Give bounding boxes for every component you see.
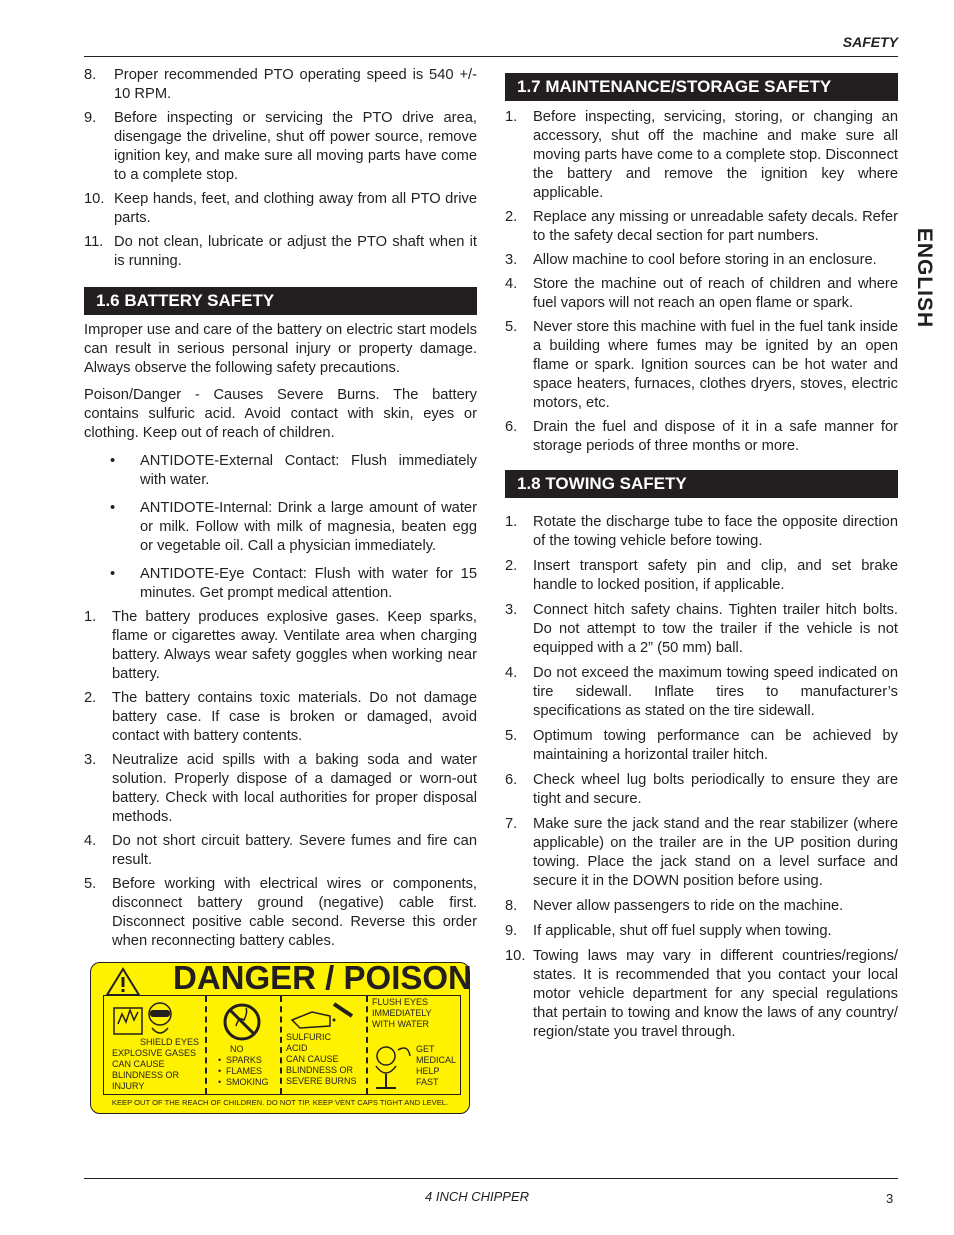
list-item: 9. Before inspecting or servicing the PTO drive area, disengage the driveline, shut off power source, remove ignition key, and make sure all moving parts have come to a complete stop. <box>84 110 477 183</box>
list-item: • ANTIDOTE-Internal: Drink a large amount of water or milk. Follow with milk of magnesia, beaten egg or vegetable oil. Call a physician immediately. <box>110 500 477 554</box>
panel3-line: CAN CAUSE <box>286 1054 339 1064</box>
list-item: 4. Store the machine out of reach of children and where fuel vapors will not reach an open flame or spark. <box>505 276 898 311</box>
panel4-line: FLUSH EYES <box>372 997 429 1007</box>
list-item: 1. The battery produces explosive gases. Keep sparks, flame or cigarettes away. Ventilate area when charging battery. Always wear safety goggles when working near battery. <box>84 609 477 682</box>
panel1-line: BLINDNESS OR <box>112 1070 180 1080</box>
list-item: 8. Never allow passengers to ride on the machine. <box>505 898 844 914</box>
list-item: • ANTIDOTE-External Contact: Flush immediately with water. <box>110 453 477 488</box>
section-heading-towing: 1.8 TOWING SAFETY <box>505 470 898 498</box>
panel1-line: EXPLOSIVE GASES <box>112 1048 197 1058</box>
panel3-line: ACID <box>286 1043 308 1053</box>
panel1-line: INJURY <box>112 1081 145 1091</box>
list-item: • ANTIDOTE-Eye Contact: Flush with water for 15 minutes. Get prompt medical attention. <box>110 566 477 601</box>
language-side-tab: ENGLISH <box>913 227 936 329</box>
pto-list <box>84 66 477 271</box>
eye-wash-icon <box>368 1040 414 1092</box>
explosion-goggles-icon <box>112 1000 176 1040</box>
list-item: 6. Check wheel lug bolts periodically to ensure they are tight and secure. <box>505 772 898 807</box>
panel4-line: WITH WATER <box>372 1019 429 1029</box>
left-column <box>84 66 477 956</box>
panel1-line: CAN CAUSE <box>112 1059 165 1069</box>
header-rule <box>84 56 898 57</box>
panel3-line: SEVERE BURNS <box>286 1076 357 1086</box>
list-item: 3. Connect hitch safety chains. Tighten trailer hitch bolts. Do not attempt to tow the trailer if the vehicle is not equipped with a 2” (50 mm) ball. <box>505 602 898 656</box>
list-item: 5. Never store this machine with fuel in the fuel tank inside a building where fumes may be ignited by an open flame or spark. Ignition sources can be hot water and space heaters, furnaces, clothes dryers, stoves, electric motors, etc. <box>505 319 898 411</box>
list-item: 2. Replace any missing or unreadable safety decals. Refer to the safety decal section for part numbers. <box>505 209 898 244</box>
battery-poison-warning: Poison/Danger - Causes Severe Burns. The battery contains sulfuric acid. Avoid contact with skin, eyes or clothing. Keep out of reach of children. <box>84 387 477 441</box>
panel4-line: GET <box>416 1044 435 1054</box>
list-item: 9. If applicable, shut off fuel supply when towing. <box>505 923 832 939</box>
list-item: 5. Optimum towing performance can be achieved by maintaining a horizontal trailer hitch. <box>505 728 898 763</box>
battery-list <box>84 608 477 951</box>
page-number: 3 <box>886 1191 894 1206</box>
label-title: DANGER / POISON <box>173 959 472 996</box>
acid-hand-icon <box>290 1000 356 1030</box>
panel4-line: FAST <box>416 1077 439 1087</box>
towing-list <box>505 513 898 1042</box>
panel4-line: HELP <box>416 1066 440 1076</box>
list-item: 1. Rotate the discharge tube to face the opposite direction of the towing vehicle before towing. <box>505 514 898 549</box>
warning-triangle-icon <box>105 967 141 997</box>
danger-poison-label <box>90 959 472 1114</box>
right-column <box>505 66 898 1048</box>
panel3-line: BLINDNESS OR <box>286 1065 354 1075</box>
section-heading-maintenance: 1.7 MAINTENANCE/STORAGE SAFETY <box>505 73 898 101</box>
section-heading-battery: 1.6 BATTERY SAFETY <box>84 287 477 315</box>
list-item: 10. Keep hands, feet, and clothing away from all PTO drive parts. <box>84 191 477 226</box>
list-item: 2. Insert transport safety pin and clip, and set brake handle to locked position, if applicable. <box>505 558 898 593</box>
maintenance-list <box>505 108 898 456</box>
label-footer-text: KEEP OUT OF THE REACH OF CHILDREN. DO NOT TIP. KEEP VENT CAPS TIGHT AND LEVEL. <box>111 1098 449 1107</box>
panel2-line: SPARKS <box>226 1055 262 1065</box>
panel2-line: SMOKING <box>226 1077 269 1087</box>
list-item: 11. Do not clean, lubricate or adjust the PTO shaft when it is running. <box>84 234 477 269</box>
label-panels: SHIELD EYES EXPLOSIVE GASES CAN CAUSE BLINDNESS OR INJURY NO • SPARKS • FLAMES • SMOKING SULFURIC ACID CAN CAUSE BLINDNESS OR SEVERE BURNS FLUSH EYES IMMEDIATELY WITH WATER GET MEDICAL HELP FAST <box>103 995 461 1095</box>
footer-rule <box>84 1178 898 1179</box>
list-item: 4. Do not exceed the maximum towing speed indicated on tire sidewall. Inflate tires to manufacturer’s specifications as stated on the tire sidewall. <box>505 665 898 719</box>
list-item: 5. Before working with electrical wires or components, disconnect battery ground (negative) cable first. Disconnect positive cable second. Reverse this order when reconnecting battery cables. <box>84 876 477 949</box>
panel1-heading: SHIELD EYES <box>140 1037 200 1047</box>
antidote-list <box>84 452 477 603</box>
list-item: 2. The battery contains toxic materials. Do not damage battery case. If case is broken or damaged, avoid contact with battery contents. <box>84 690 477 744</box>
panel4-line: MEDICAL <box>416 1055 457 1065</box>
list-item: 6. Drain the fuel and dispose of it in a safe manner for storage periods of three months or more. <box>505 419 898 454</box>
battery-intro: Improper use and care of the battery on electric start models can result in serious personal injury or property damage. Always observe the following safety precautions. <box>84 322 477 376</box>
panel3-line: SULFURIC <box>286 1032 332 1042</box>
list-item: 7. Make sure the jack stand and the rear stabilizer (where applicable) on the trailer are in the UP position during towing. Place the jack stand on a level surface and secure it in the DOWN position before using. <box>505 816 898 889</box>
list-item: 3. Allow machine to cool before storing in an enclosure. <box>505 252 877 268</box>
no-smoking-icon <box>222 1002 262 1042</box>
panel2-line: FLAMES <box>226 1066 263 1076</box>
list-item: 8. Proper recommended PTO operating speed is 540 +/- 10 RPM. <box>84 67 477 102</box>
panel2-heading: NO <box>230 1044 244 1054</box>
list-item: 1. Before inspecting, servicing, storing, or changing an accessory, shut off the machine and make sure all moving parts have come to a complete stop. Disconnect the battery and remove the ignition key where applicable. <box>505 109 898 201</box>
list-item: 10. Towing laws may vary in different countries/regions/ states. It is recommended that you contact your local motor vehicle department for any special regulations that pertain to towing and know the laws of any country/ region/state you travel through. <box>505 948 898 1040</box>
list-item: 3. Neutralize acid spills with a baking soda and water solution. Properly dispose of a damaged or worn-out battery. Check with local authorities for proper disposal methods. <box>84 752 477 825</box>
list-item: 4. Do not short circuit battery. Severe fumes and fire can result. <box>84 833 477 868</box>
footer-title: 4 INCH CHIPPER <box>424 1189 530 1204</box>
running-header-section: SAFETY <box>842 34 898 50</box>
panel4-line: IMMEDIATELY <box>372 1008 432 1018</box>
